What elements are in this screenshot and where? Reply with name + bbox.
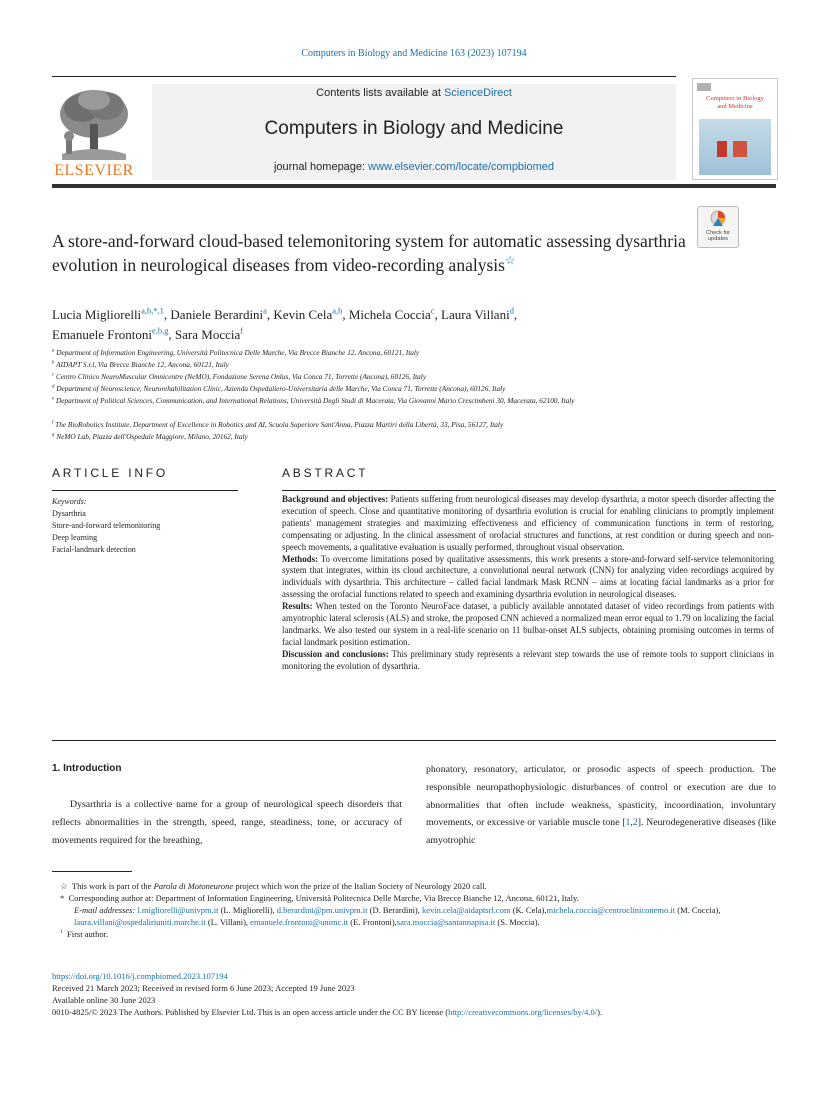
license-link[interactable]: http://creativecommons.org/licenses/by/4.0/ bbox=[448, 1007, 598, 1017]
affiliation-a: $^a$ Department of Information Engineering, Università Politecnica Delle Marche, Via Brecce Bianche 12, Ancona, 60121, Italy bbox=[52, 348, 420, 357]
abstract-paragraph: Results: When tested on the Toronto NeuroFace dataset, a publicly available annotated dataset of video recordings from patients with amyotrophic lateral sclerosis (ALS) and stroke, the proposed CNN achieved a normalized mean error equal to 1.79 on localizing the facial landmarks. We also tested our system in a real-life scenario on 11 bulbar-onset ALS subjects, obtaining promising outcomes in terms of facial landmark position estimation. bbox=[282, 601, 775, 647]
keyword: Store-and-forward telemonitoring bbox=[52, 521, 161, 530]
abstract-paragraph: Discussion and conclusions: This preliminary study represents a relevant step towards the use of remote tools to support clinicians in monitoring the evolution of dysarthria. bbox=[282, 648, 774, 671]
abstract-end-rule bbox=[52, 740, 776, 741]
affiliation-d: $^d$ Department of Neuroscience, Neurorehabilitation Clinic, Azienda Ospedaliero-Universitaria delle Marche, Via Conca 71, Torrette (Ancona), 60126, Italy bbox=[52, 384, 506, 393]
affiliation-f: $^f$ The BioRobotics Institute, Department of Excellence in Robotics and AI, Scuola Superiore Sant'Anna, Piazza Martiri della Libertà, 33, Pisa, 56127, Italy bbox=[52, 420, 504, 429]
email-footnote: E-mail addresses: l.migliorelli@univpm.it (L. Migliorelli), d.berardini@pm.univpm.it (D. Berardini), kevin.cela@aidaptsrl.com (K. Cela),michela.coccia@centrocliniconemo.it (M. Coccia), laura.villani@ospedaliriuniti.marche.it (L. Villani), emanuele.frontoni@unimc.it (E. Frontoni),sara.moccia@santannapisa.it (S. Moccia). bbox=[74, 905, 721, 927]
abstract-paragraph: Methods: To overcome limitations posed by qualitative assessments, this work presents a store-and-forward self-service telemonitoring system that integrates, within its cloud architecture, a convolutional neural network (CNN) for analyzing video recordings acquired by individuals with dysarthria. This architecture – called facial landmark Mask RCNN – aims at locating facial landmarks as a prior for assessing the orofacial functions related to speech and examining dysarthria evolution in neurological diseases. bbox=[282, 553, 774, 600]
author-affiliation-marks[interactable]: c bbox=[430, 305, 435, 316]
email-link[interactable]: emanuele.frontoni@unimc.it bbox=[250, 917, 349, 927]
first-author-footnote: $^1$ First author. bbox=[60, 929, 109, 939]
author-affiliation-marks[interactable]: e,b,g bbox=[152, 325, 169, 336]
abstract-paragraph: Background and objectives: Patients suffering from neurological diseases may develop dysarthria, a motor speech disorder affecting the execution of speech. Close and quantitative monitoring of dysarthria evolution is crucial for enabling clinicians to promptly implement patients' management strategies and maximizing effectiveness and efficiency of communication functions in term of restoring, compensating or adjusting. In the clinical assessment of orofacial structures and functions, at rest condition or during speech and non-speech movements, a qualitative evaluation is usually performed, throughout visual observation. bbox=[282, 494, 774, 552]
author-name[interactable]: Michela Coccia bbox=[348, 307, 431, 322]
keyword: Deep learning bbox=[52, 533, 98, 542]
keyword: Dysarthria bbox=[52, 509, 86, 518]
article-info-heading: ARTICLE INFO bbox=[52, 466, 169, 480]
author-list: Lucia Migliorelli$^{a,b,*,1}$, Daniele Berardini$^a$, Kevin Cela$^{a,b}$, Michela Coccia$^c$, Laura Villani$^d$, Emanuele Frontoni$^{e,b,g}$, Sara Moccia$^f$ bbox=[52, 305, 518, 342]
author-name[interactable]: Emanuele Frontoni bbox=[52, 327, 153, 342]
title-footnote-star[interactable]: ☆ bbox=[504, 255, 516, 268]
article-info-rule bbox=[52, 490, 238, 491]
keywords-label: Keywords: bbox=[52, 497, 87, 506]
author-affiliation-marks[interactable]: a bbox=[263, 305, 267, 316]
affiliation-b: $^b$ AIDAPT S.r.l, Via Brecce Bianche 12, Ancona, 60121, Italy bbox=[52, 360, 229, 369]
email-link[interactable]: l.migliorelli@univpm.it bbox=[137, 905, 219, 915]
footnotes bbox=[52, 880, 776, 940]
available-online: Available online 30 June 2023 bbox=[52, 995, 156, 1005]
corresponding-author-footnote: * Corresponding author at: Department of Information Engineering, Università Politecnica Delle Marche, Via Brecce Bianche 12, Ancona, 60121, Italy. bbox=[60, 893, 579, 903]
intro-left-column: Dysarthria is a collective name for a group of neurological speech disorders that reflects abnormalities in the strength, speed, range, steadiness, tone, or accuracy of movements required for the breathing, bbox=[52, 799, 402, 846]
reference-link-1[interactable]: 1 bbox=[625, 817, 631, 829]
journal-citation[interactable]: Computers in Biology and Medicine 163 (2023) 107194 bbox=[301, 48, 527, 59]
intro-right-column: phonatory, resonatory, articulator, or prosodic aspects of speech production. The responsible neuropathophysiologic disturbances of control or execution are due to abnormalities that often include weakness, spasticity, incoordination, involuntary movements, or excessive or variable muscle tone [1,2]. Neurodegenerative diseases (like amyotrophic bbox=[426, 764, 776, 847]
email-link[interactable]: sara.moccia@santannapisa.it bbox=[396, 917, 496, 927]
abstract-heading: ABSTRACT bbox=[282, 466, 369, 480]
keywords-block bbox=[52, 496, 238, 556]
contents-available: Contents lists available at ScienceDirect bbox=[316, 87, 512, 99]
email-link[interactable]: michela.coccia@centrocliniconemo.it bbox=[546, 905, 676, 915]
email-link[interactable]: laura.villani@ospedaliriuniti.marche.it bbox=[74, 917, 206, 927]
author-name[interactable]: Lucia Migliorelli bbox=[52, 307, 142, 322]
author-name[interactable]: Sara Moccia bbox=[174, 327, 241, 342]
journal-homepage: journal homepage: www.elsevier.com/locate/compbiomed bbox=[273, 161, 555, 173]
journal-cover[interactable] bbox=[692, 78, 778, 180]
cover-logo-icon bbox=[697, 83, 711, 91]
author-name[interactable]: Kevin Cela bbox=[273, 307, 333, 322]
author-affiliation-marks[interactable]: a,b bbox=[332, 305, 343, 316]
doi-link[interactable]: https://doi.org/10.1016/j.compbiomed.2023.107194 bbox=[52, 971, 228, 981]
affiliation-e: $^e$ Department of Political Sciences, Communication, and International Relations, Università Degli Studi di Macerata, Via Giovanni Mario Crescimbeni 30, Macerata, 62100, Italy bbox=[52, 396, 575, 405]
affiliation-c: $^c$ Centro Clinico NeuroMuscular Omnicentre (NeMO), Fondazione Serena Onlus, Via Conca 71, Torrette (Ancona), 60126, Italy bbox=[52, 372, 427, 381]
author-name[interactable]: Daniele Berardini bbox=[170, 307, 264, 322]
check-for-updates-button[interactable] bbox=[697, 206, 739, 248]
abstract-body bbox=[282, 494, 774, 673]
elsevier-logo[interactable] bbox=[52, 84, 136, 180]
reference-link-2[interactable]: 2 bbox=[632, 817, 638, 829]
crossmark-icon bbox=[710, 210, 726, 228]
article-metadata bbox=[52, 970, 792, 1018]
article-title: A store-and-forward cloud-based telemonitoring system for automatic assessing dysarthria evolution in neurological diseases from video-recording analysis☆ bbox=[52, 231, 686, 275]
publisher-name: ELSEVIER bbox=[54, 162, 134, 179]
funding-footnote: ☆ This work is part of the Parola di Motoneurone project which won the prize of the Italian Society of Neurology 2020 call. bbox=[60, 881, 487, 891]
email-link[interactable]: kevin.cela@aidaptsrl.com bbox=[422, 905, 511, 915]
keyword: Facial-landmark detection bbox=[52, 545, 136, 554]
footnote-rule bbox=[52, 871, 132, 872]
author-affiliation-marks[interactable]: f bbox=[240, 325, 244, 336]
received-dates: Received 21 March 2023; Received in revised form 6 June 2023; Accepted 19 June 2023 bbox=[52, 983, 355, 993]
email-link[interactable]: d.berardini@pm.univpm.it bbox=[276, 905, 368, 915]
abstract-rule bbox=[282, 490, 776, 491]
license-line: 0010-4825/© 2023 The Authors. Published by Elsevier Ltd. This is an open access article under the CC BY license (http://creativecommons.org/licenses/by/4.0/). bbox=[52, 1007, 603, 1017]
homepage-link[interactable]: www.elsevier.com/locate/compbiomed bbox=[368, 161, 555, 173]
journal-title: Computers in Biology and Medicine bbox=[264, 118, 564, 139]
author-affiliation-marks[interactable]: d bbox=[509, 305, 514, 316]
author-affiliation-marks[interactable]: a,b,*,1 bbox=[141, 305, 164, 316]
header-rule bbox=[52, 76, 676, 77]
author-name[interactable]: Laura Villani bbox=[441, 307, 510, 322]
masthead-rule bbox=[52, 184, 776, 188]
sciencedirect-link[interactable]: ScienceDirect bbox=[443, 87, 512, 99]
crossmark-label: Check for updates bbox=[706, 230, 730, 242]
affiliation-g: $^g$ NeMO Lab, Piazza dell'Ospedale Maggiore, Milano, 20162, Italy bbox=[52, 432, 248, 441]
cover-title: Computers in Biology and Medicine bbox=[706, 95, 764, 110]
section-heading-introduction: 1. Introduction bbox=[52, 763, 122, 774]
